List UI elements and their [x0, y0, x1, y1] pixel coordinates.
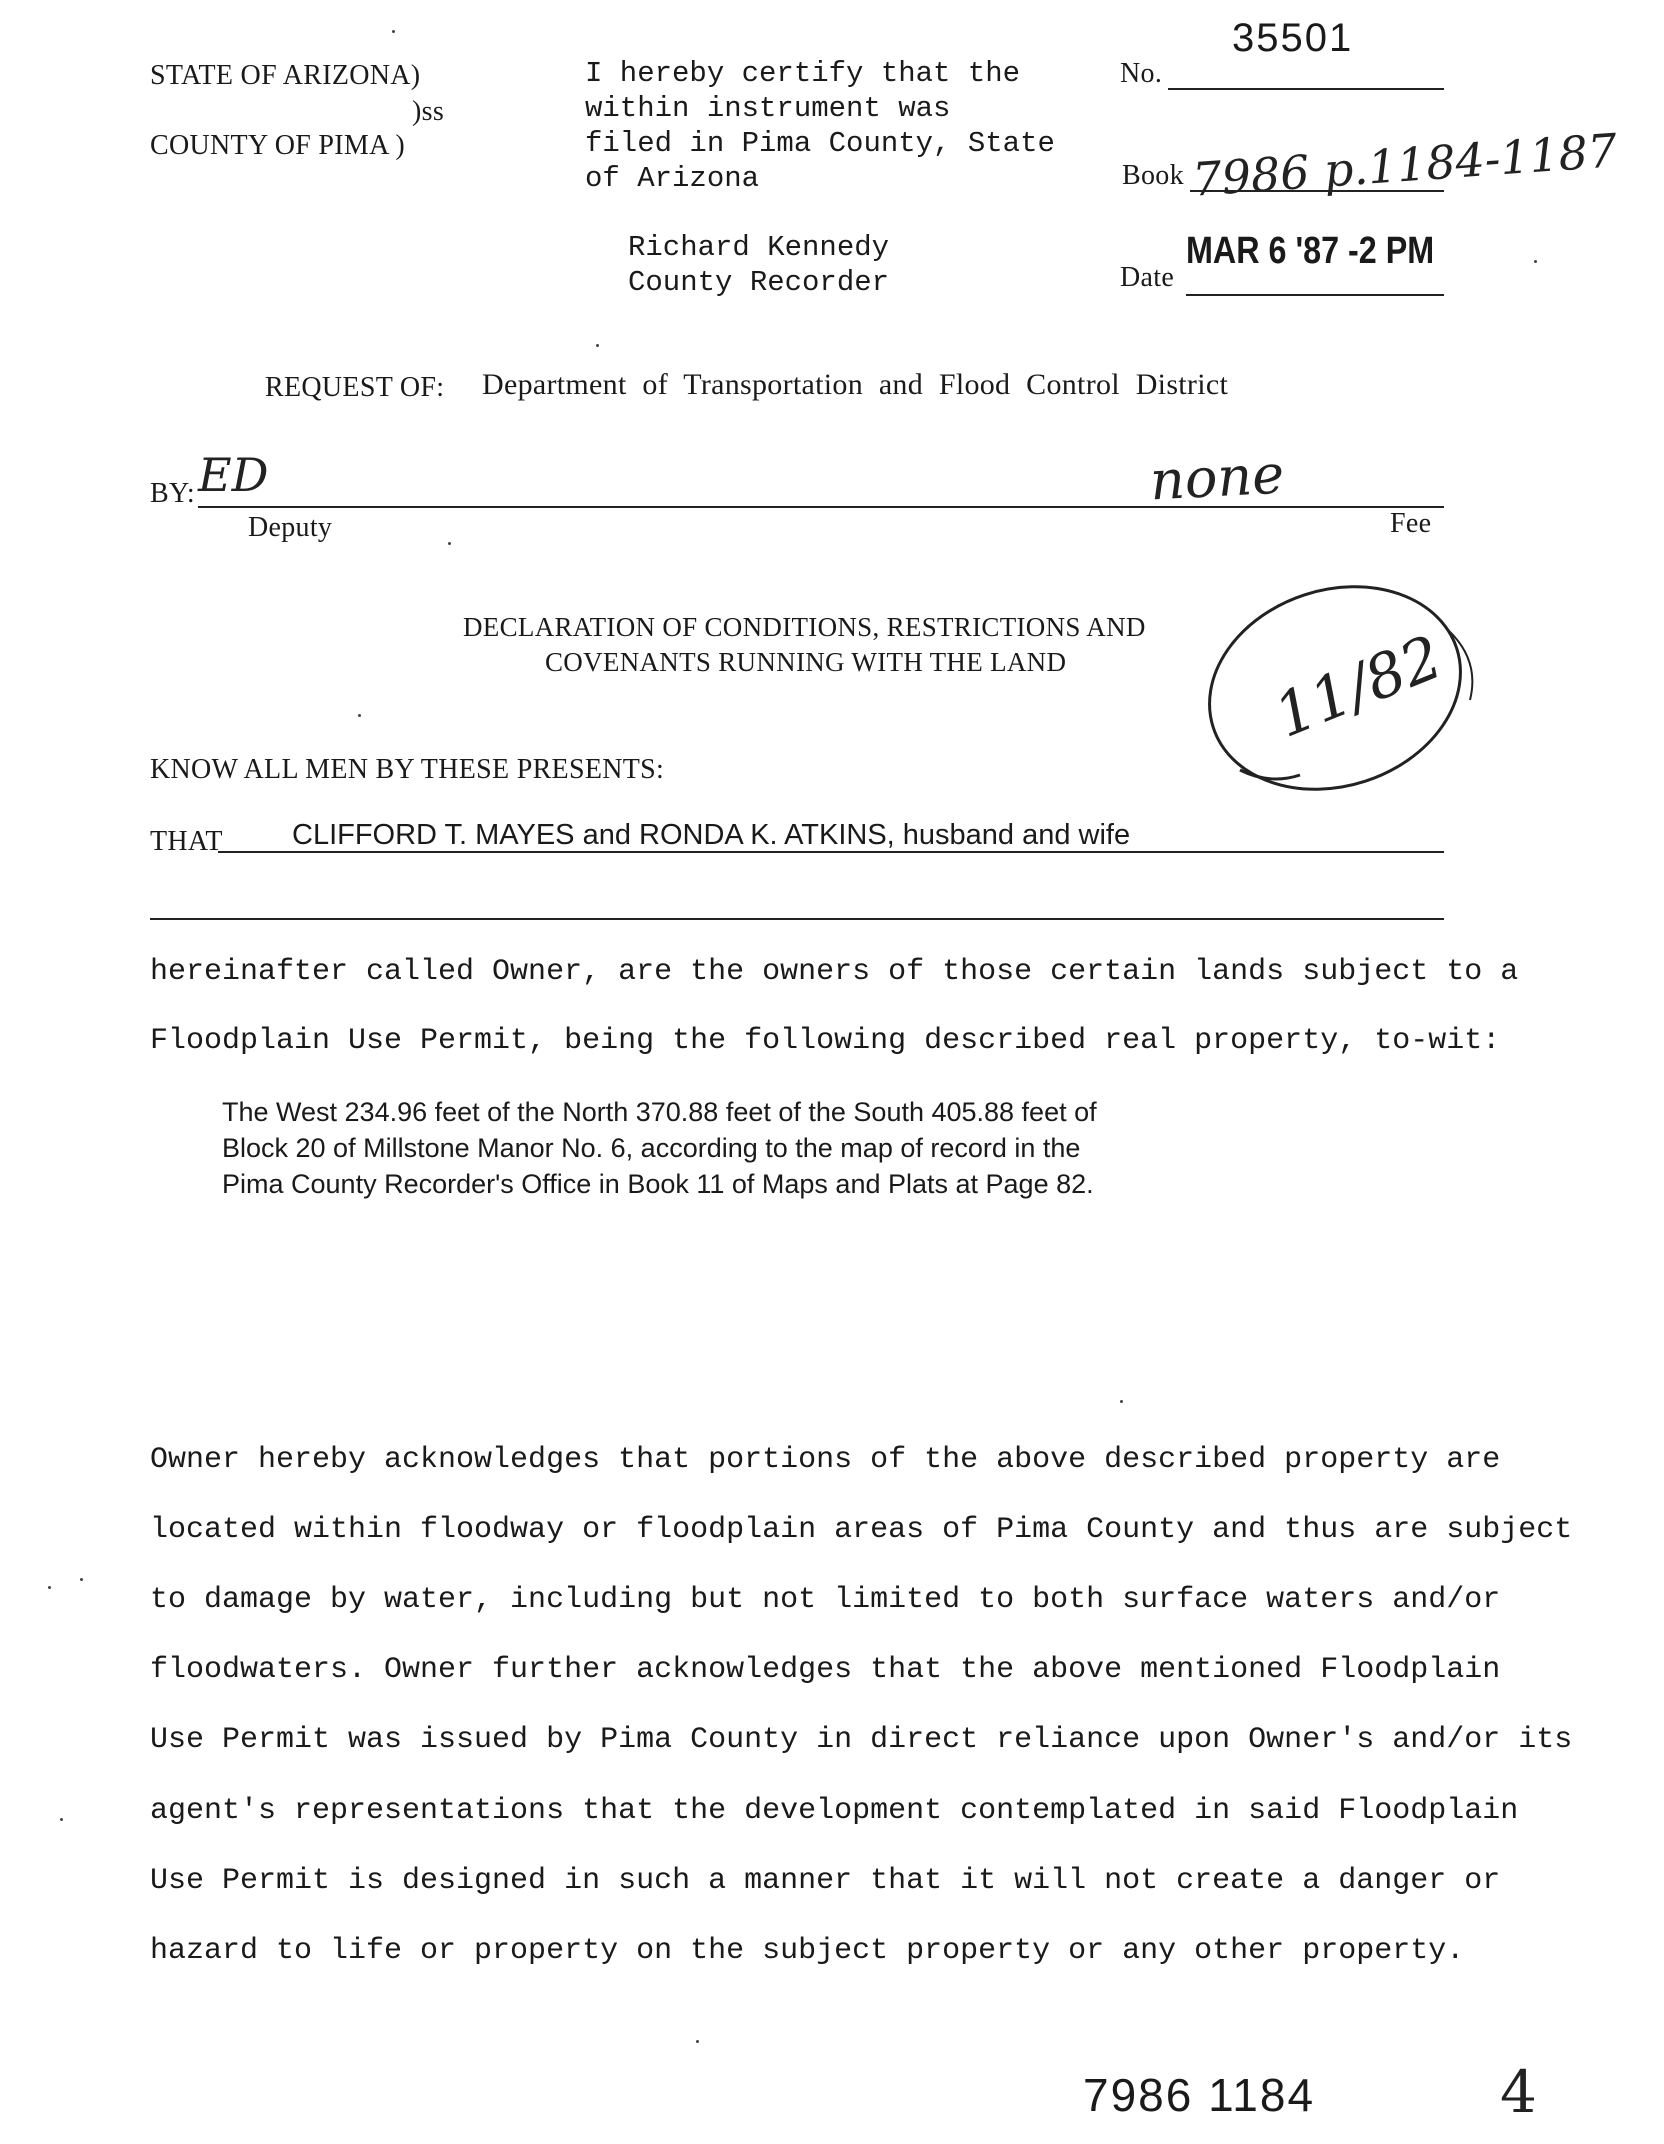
- scan-speck: [80, 1578, 83, 1581]
- page-number: 4: [1500, 2058, 1537, 2126]
- book-underline: [1190, 190, 1444, 192]
- scan-speck: [1120, 1400, 1123, 1403]
- paragraph-2-line-7: Use Permit is designed in such a manner that it will not create a danger or: [150, 1864, 1501, 1898]
- no-underline: [1168, 88, 1444, 90]
- paragraph-2-line-6: agent's representations that the development contemplated in said Floodplain: [150, 1794, 1519, 1828]
- request-text: Department of Transportation and Flood Control District: [482, 368, 1229, 401]
- scan-speck: [596, 344, 599, 347]
- county-label: COUNTY OF PIMA ): [150, 130, 406, 161]
- scan-speck: [358, 714, 361, 717]
- scan-speck: [448, 542, 451, 545]
- legal-description-line-1: The West 234.96 feet of the North 370.88 feet of the South 405.88 feet of: [222, 1097, 1097, 1127]
- ss-label: )ss: [412, 96, 445, 127]
- scan-speck: [392, 30, 395, 33]
- date-label: Date: [1120, 262, 1175, 293]
- footer-book-page: 7986 1184: [1083, 2069, 1316, 2121]
- fee-label: Fee: [1390, 508, 1432, 539]
- fee-value: none: [1148, 442, 1286, 513]
- legal-description-line-2: Block 20 of Millstone Manor No. 6, according to the map of record in the: [222, 1133, 1081, 1163]
- paragraph-2-line-8: hazard to life or property on the subject property or any other property.: [150, 1934, 1465, 1968]
- book-value: 7986 p.1184-1187: [1190, 123, 1619, 207]
- certify-line-2: within instrument was: [585, 92, 951, 125]
- paragraph-1-line-2: Floodplain Use Permit, being the following described real property, to-wit:: [150, 1024, 1501, 1058]
- paragraph-1-line-1: hereinafter called Owner, are the owners of those certain lands subject to a: [150, 955, 1519, 989]
- scan-speck: [696, 2040, 699, 2043]
- paragraph-2-line-2: located within floodway or floodplain areas of Pima County and thus are subject: [150, 1513, 1573, 1547]
- date-stamp: MAR 6 '87 -2 PM: [1186, 230, 1435, 272]
- deputy-initials: ED: [198, 448, 269, 502]
- paragraph-2-line-3: to damage by water, including but not limited to both surface waters and/or: [150, 1583, 1501, 1617]
- blank-underline: [150, 918, 1444, 920]
- by-label: BY:: [150, 478, 196, 509]
- certify-line-3: filed in Pima County, State: [585, 127, 1055, 160]
- deputy-label: Deputy: [248, 512, 333, 543]
- title-line-2: COVENANTS RUNNING WITH THE LAND: [545, 647, 1067, 677]
- paragraph-2-line-5: Use Permit was issued by Pima County in direct reliance upon Owner's and/or its: [150, 1723, 1573, 1757]
- scan-speck: [60, 1818, 63, 1821]
- scan-speck: [1534, 260, 1537, 263]
- book-label: Book: [1122, 160, 1184, 191]
- that-label: THAT: [150, 826, 223, 857]
- circled-note-text: 11/82: [1265, 622, 1452, 752]
- certify-line-1: I hereby certify that the: [585, 57, 1021, 90]
- owners-names: CLIFFORD T. MAYES and RONDA K. ATKINS, husband and wife: [292, 819, 1131, 851]
- title-line-1: DECLARATION OF CONDITIONS, RESTRICTIONS AND: [463, 612, 1146, 642]
- scan-speck: [48, 1586, 51, 1589]
- document-number: 35501: [1232, 16, 1354, 60]
- paragraph-2-line-4: floodwaters. Owner further acknowledges that the above mentioned Floodplain: [150, 1653, 1501, 1687]
- know-all-heading: KNOW ALL MEN BY THESE PRESENTS:: [150, 754, 665, 785]
- no-label: No.: [1120, 58, 1163, 89]
- legal-description-line-3: Pima County Recorder's Office in Book 11 of Maps and Plats at Page 82.: [222, 1169, 1094, 1199]
- certify-line-4: of Arizona: [585, 162, 760, 195]
- recorder-name: Richard Kennedy: [628, 231, 890, 264]
- state-label: STATE OF ARIZONA): [150, 60, 421, 91]
- paragraph-2-line-1: Owner hereby acknowledges that portions of the above described property are: [150, 1443, 1501, 1477]
- date-underline: [1186, 294, 1444, 296]
- recorder-title: County Recorder: [628, 266, 890, 299]
- request-label: REQUEST OF:: [265, 372, 445, 403]
- owners-underline: [218, 851, 1444, 853]
